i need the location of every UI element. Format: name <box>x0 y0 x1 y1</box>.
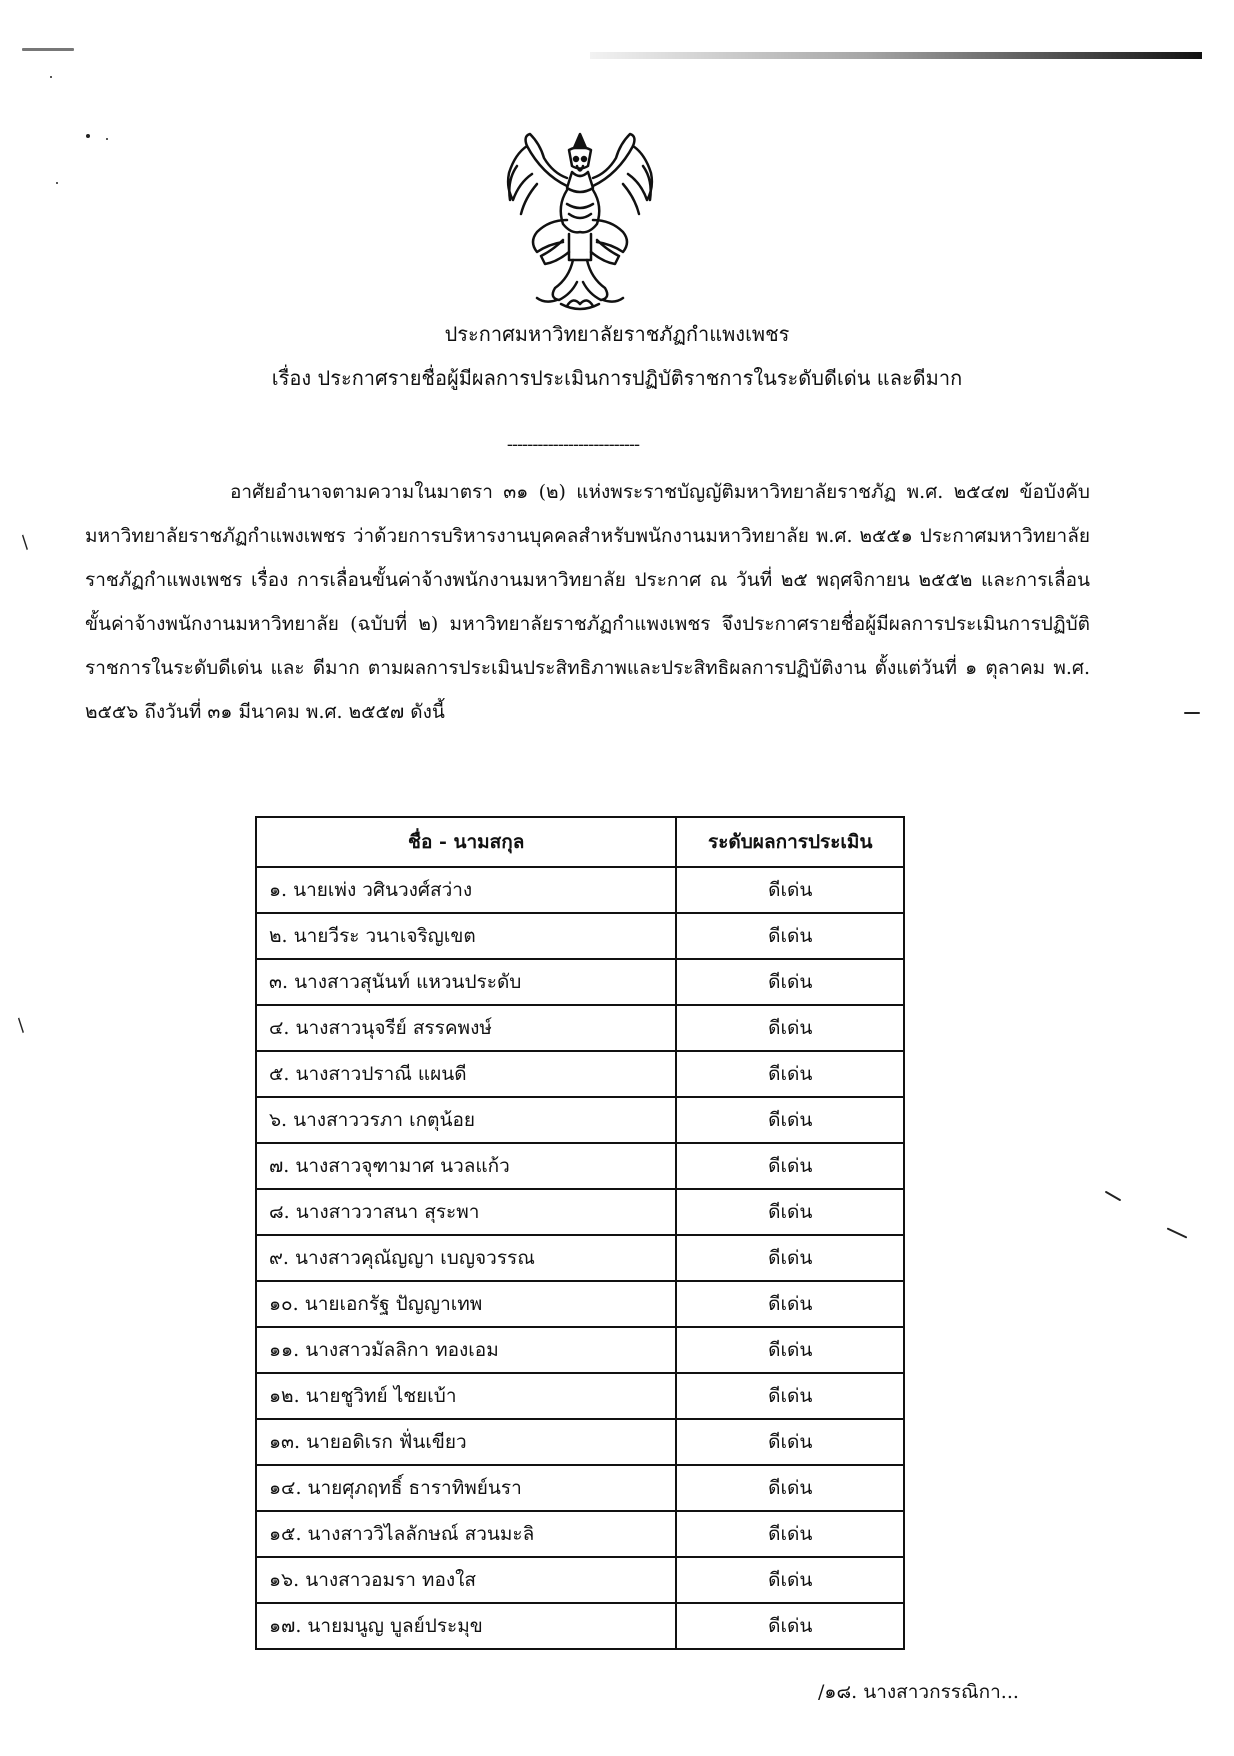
evaluation-level-cell: ดีเด่น <box>676 1373 904 1419</box>
person-name-cell: ๘. นางสาววาสนา สุระพา <box>256 1189 676 1235</box>
evaluation-level-cell: ดีเด่น <box>676 867 904 913</box>
person-name-cell: ๑๓. นายอดิเรก ฟั่นเขียว <box>256 1419 676 1465</box>
title-separator: -------------------------- <box>506 434 640 455</box>
table-row <box>256 1005 904 1051</box>
evaluation-level-cell: ดีเด่น <box>676 1603 904 1649</box>
person-name-cell: ๕. นางสาวปราณี แผนดี <box>256 1051 676 1097</box>
announcement-subject: เรื่อง ประกาศรายชื่อผู้มีผลการประเมินการปฏิบัติราชการในระดับดีเด่น และดีมาก <box>271 366 963 390</box>
table-row <box>256 1051 904 1097</box>
announcement-body <box>85 470 1090 734</box>
table-row <box>256 1511 904 1557</box>
table-row <box>256 1419 904 1465</box>
table-row <box>256 1281 904 1327</box>
table-row <box>256 1557 904 1603</box>
table-row <box>256 1327 904 1373</box>
evaluation-level-cell: ดีเด่น <box>676 1511 904 1557</box>
page-continuation-note: /๑๘. นางสาวกรรณิกา... <box>818 1681 1019 1703</box>
table-row <box>256 959 904 1005</box>
table-row <box>256 913 904 959</box>
person-name-cell: ๑๒. นายชูวิทย์ ไชยเบ้า <box>256 1373 676 1419</box>
person-name-cell: ๓. นางสาวสุนันท์ แหวนประดับ <box>256 959 676 1005</box>
level-column-header: ระดับผลการประเมิน <box>676 817 904 867</box>
evaluation-level-cell: ดีเด่น <box>676 1465 904 1511</box>
scan-dust-mark <box>50 76 52 78</box>
evaluation-level-cell: ดีเด่น <box>676 1557 904 1603</box>
table-row <box>256 1189 904 1235</box>
person-name-cell: ๖. นางสาววรภา เกตุน้อย <box>256 1097 676 1143</box>
announcement-title: ประกาศมหาวิทยาลัยราชภัฏกำแพงเพชร <box>444 322 790 346</box>
person-name-cell: ๑๕. นางสาววิไลลักษณ์ สวนมะลิ <box>256 1511 676 1557</box>
table-header-row <box>256 817 904 867</box>
margin-pen-mark-icon: / <box>12 1015 30 1036</box>
person-name-cell: ๑๗. นายมนูญ บูลย์ประมุข <box>256 1603 676 1649</box>
scan-dust-mark <box>106 138 108 140</box>
table-row <box>256 1143 904 1189</box>
scan-dust-mark <box>1167 1227 1188 1238</box>
scan-dust-mark <box>22 48 74 51</box>
scan-dust-mark <box>56 182 58 184</box>
table-row <box>256 1603 904 1649</box>
table-row <box>256 1097 904 1143</box>
person-name-cell: ๑๖. นางสาวอมรา ทองใส <box>256 1557 676 1603</box>
person-name-cell: ๗. นางสาวจุฑามาศ นวลแก้ว <box>256 1143 676 1189</box>
table-row <box>256 867 904 913</box>
evaluation-level-cell: ดีเด่น <box>676 913 904 959</box>
evaluation-level-cell: ดีเด่น <box>676 1005 904 1051</box>
announcement-body-text: อาศัยอำนาจตามความในมาตรา ๓๑ (๒) แห่งพระราชบัญญัติมหาวิทยาลัยราชภัฏ พ.ศ. ๒๕๔๗ ข้อบังคับมหาวิทยาลัยราชภัฏกำแพงเพชร ว่าด้วยการบริหารงานบุคคลสำหรับพนักงานมหาวิทยาลัย พ.ศ. ๒๕๕๑ ประกาศมหาวิทยาลัยราชภัฏกำแพงเพชร เรื่อง การเลื่อนขั้นค่าจ้างพนักงานมหาวิทยาลัย ประกาศ ณ วันที่ ๒๕ พฤศจิกายน ๒๕๕๒ และการเลื่อนขั้นค่าจ้างพนักงานมหาวิทยาลัย (ฉบับที่ ๒) มหาวิทยาลัยราชภัฏกำแพงเพชร จึงประกาศรายชื่อผู้มีผลการประเมินการปฏิบัติราชการในระดับดีเด่น และ ดีมาก ตามผลการประเมินประสิทธิภาพและประสิทธิผลการปฏิบัติงาน ตั้งแต่วันที่ ๑ ตุลาคม พ.ศ. ๒๕๕๖ ถึงวันที่ ๓๑ มีนาคม พ.ศ. ๒๕๕๗ ดังนี้ <box>85 481 1090 723</box>
person-name-cell: ๑๔. นายศุภฤทธิ์ ธาราทิพย์นรา <box>256 1465 676 1511</box>
scan-dust-mark <box>1105 1191 1122 1202</box>
evaluation-level-cell: ดีเด่น <box>676 1189 904 1235</box>
evaluation-level-cell: ดีเด่น <box>676 1235 904 1281</box>
evaluation-level-cell: ดีเด่น <box>676 1143 904 1189</box>
evaluation-level-cell: ดีเด่น <box>676 1097 904 1143</box>
garuda-emblem-icon <box>497 128 663 316</box>
evaluation-level-cell: ดีเด่น <box>676 959 904 1005</box>
scan-dust-mark <box>86 134 90 138</box>
evaluation-results-table <box>255 816 905 1650</box>
person-name-cell: ๑. นายเพ่ง วศินวงศ์สว่าง <box>256 867 676 913</box>
person-name-cell: ๔. นางสาวนุจรีย์ สรรคพงษ์ <box>256 1005 676 1051</box>
person-name-cell: ๑๑. นางสาวมัลลิกา ทองเอม <box>256 1327 676 1373</box>
person-name-cell: ๙. นางสาวคุณัญญา เบญจวรรณ <box>256 1235 676 1281</box>
evaluation-level-cell: ดีเด่น <box>676 1051 904 1097</box>
evaluation-level-cell: ดีเด่น <box>676 1327 904 1373</box>
evaluation-level-cell: ดีเด่น <box>676 1281 904 1327</box>
garuda-emblem-svg <box>497 128 663 316</box>
name-column-header: ชื่อ - นามสกุล <box>256 817 676 867</box>
person-name-cell: ๒. นายวีระ วนาเจริญเขต <box>256 913 676 959</box>
scan-dust-mark <box>1184 712 1200 714</box>
table-row <box>256 1235 904 1281</box>
scan-artifact-line <box>590 52 1202 59</box>
margin-pen-mark-icon: / <box>16 532 34 553</box>
person-name-cell: ๑๐. นายเอกรัฐ ปัญญาเทพ <box>256 1281 676 1327</box>
table-row <box>256 1373 904 1419</box>
table-row <box>256 1465 904 1511</box>
evaluation-level-cell: ดีเด่น <box>676 1419 904 1465</box>
